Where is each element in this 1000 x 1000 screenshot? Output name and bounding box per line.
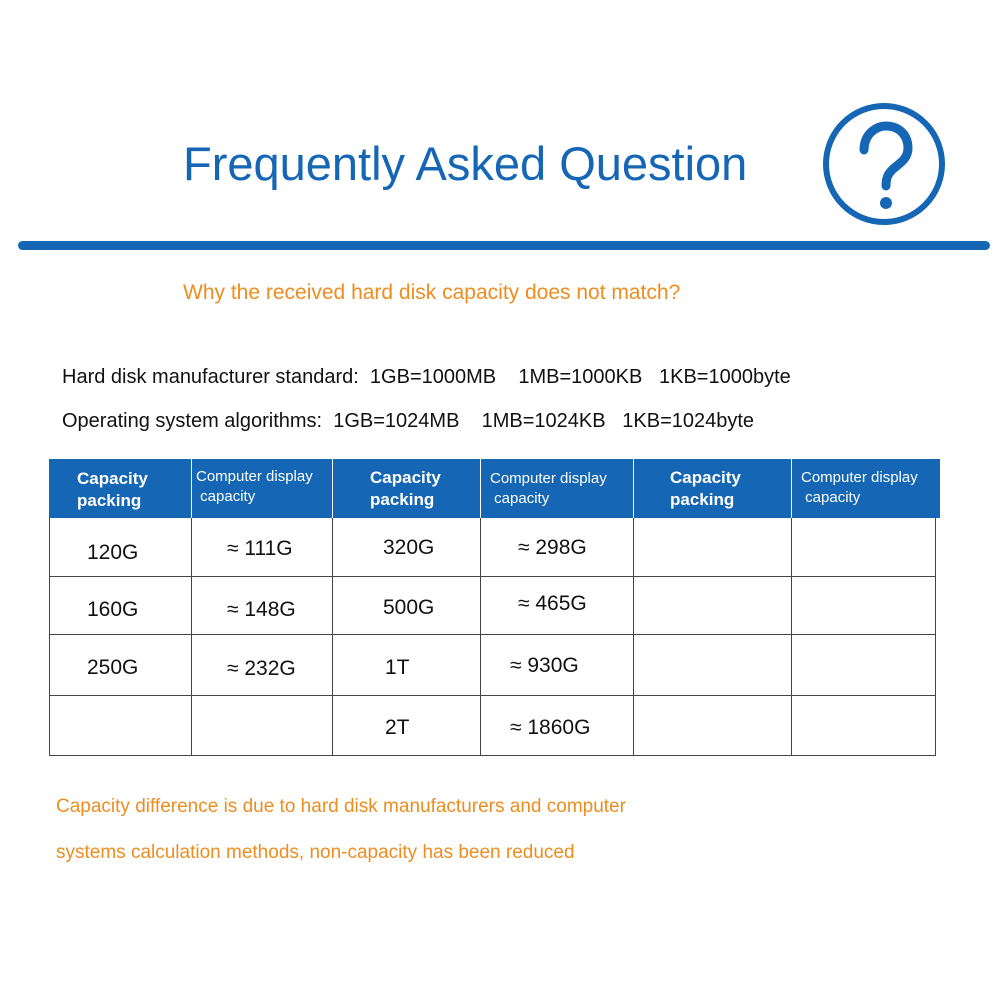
table-cell: 120G bbox=[87, 541, 139, 564]
header-divider bbox=[18, 241, 990, 250]
table-border-line bbox=[49, 576, 936, 577]
table-cell: 1T bbox=[385, 656, 410, 679]
table-border-line bbox=[49, 695, 936, 696]
header-divider-line bbox=[191, 459, 192, 518]
table-cell: ≈ 465G bbox=[518, 592, 587, 615]
manufacturer-standard: Hard disk manufacturer standard: 1GB=1000MB 1MB=1000KB 1KB=1000byte bbox=[62, 366, 791, 388]
faq-question: Why the received hard disk capacity does not match? bbox=[183, 281, 681, 304]
header-divider-line bbox=[480, 459, 481, 518]
page-title: Frequently Asked Question bbox=[183, 137, 748, 190]
table-cell: 320G bbox=[383, 536, 435, 559]
header-text: Capacity packing bbox=[670, 468, 741, 510]
header-display-capacity-2 bbox=[490, 469, 607, 508]
question-mark-circle-icon bbox=[820, 100, 948, 228]
table-cell: ≈ 298G bbox=[518, 536, 587, 559]
table-cell: ≈ 148G bbox=[227, 598, 296, 621]
table-border-line bbox=[633, 518, 634, 756]
footer-note-line-2: systems calculation methods, non-capacity has been reduced bbox=[56, 842, 575, 863]
table-border-line bbox=[49, 518, 50, 756]
os-algorithm: Operating system algorithms: 1GB=1024MB 1MB=1024KB 1KB=1024byte bbox=[62, 410, 755, 432]
header-divider-line bbox=[791, 459, 792, 518]
table-cell: ≈ 111G bbox=[227, 537, 293, 560]
header-text: Computer display capacity bbox=[196, 468, 313, 505]
table-border-line bbox=[332, 518, 333, 756]
footer-note-line-1: Capacity difference is due to hard disk manufacturers and computer bbox=[56, 796, 626, 817]
header-divider-line bbox=[633, 459, 634, 518]
table-border-line bbox=[191, 518, 192, 756]
capacity-table bbox=[49, 459, 940, 756]
table-border-line bbox=[791, 518, 792, 756]
header-divider-line bbox=[332, 459, 333, 518]
header-display-capacity-3 bbox=[801, 468, 918, 507]
header-capacity-packing-1 bbox=[77, 468, 148, 512]
table-border-line bbox=[935, 518, 936, 756]
table-cell: ≈ 1860G bbox=[510, 716, 591, 739]
table-border-line bbox=[480, 518, 481, 756]
header-text: Computer display capacity bbox=[490, 470, 607, 507]
table-cell: 2T bbox=[385, 716, 410, 739]
header-text: Computer display capacity bbox=[801, 469, 918, 506]
header-capacity-packing-3 bbox=[670, 467, 741, 511]
table-cell: ≈ 930G bbox=[510, 654, 579, 677]
table-cell: 250G bbox=[87, 656, 139, 679]
header-text: Capacity packing bbox=[77, 469, 148, 511]
table-cell: 500G bbox=[383, 596, 435, 619]
header-display-capacity-1 bbox=[196, 467, 313, 506]
table-cell: ≈ 232G bbox=[227, 657, 296, 680]
table-border-line bbox=[49, 755, 936, 756]
table-cell: 160G bbox=[87, 598, 139, 621]
header-capacity-packing-2 bbox=[370, 467, 441, 511]
table-border-line bbox=[49, 634, 936, 635]
header-text: Capacity packing bbox=[370, 468, 441, 510]
